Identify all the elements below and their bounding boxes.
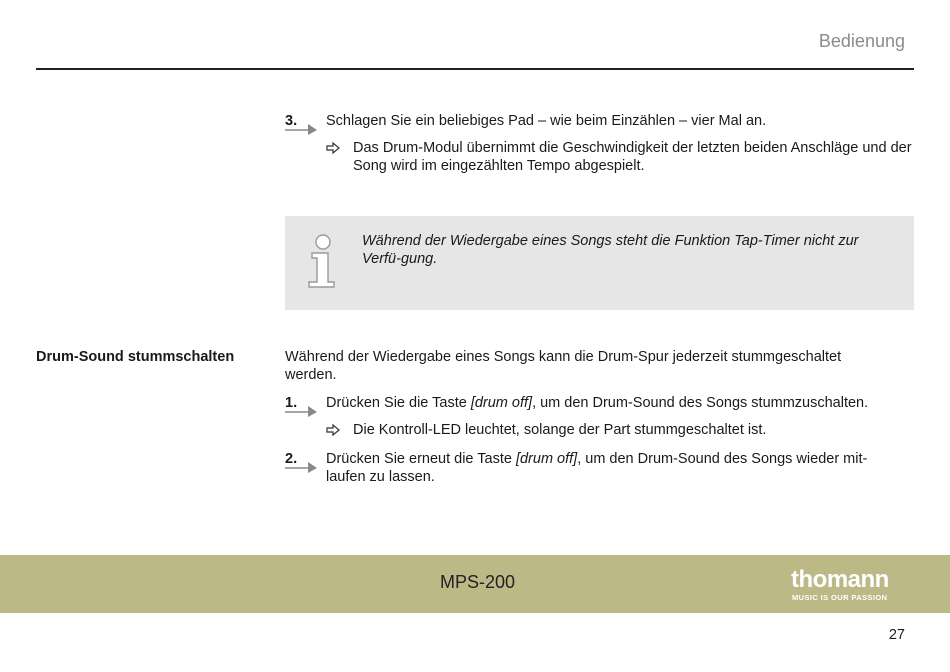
step-1-result [326,421,916,439]
step-number: 2. [285,451,298,467]
result-arrow-icon [326,142,340,154]
key-label: [drum off] [470,395,533,411]
step-text [326,394,914,412]
step-text-before: Drücken Sie erneut die Taste [326,451,516,467]
info-icon [307,234,337,288]
page-number: 27 [888,627,905,643]
step-arrow-icon [285,405,317,417]
logo-tagline: MUSIC IS OUR PASSION [792,593,888,602]
logo-word: thomann [791,566,889,593]
section-intro: Während der Wiedergabe eines Songs kann die Drum-Spur jederzeit stummgeschaltet werden. [285,349,842,383]
step-text-after: , um den Drum-Sound des Songs stummzuschalten. [532,395,869,411]
note-box [285,216,914,310]
result-arrow-icon [326,424,340,436]
step-1 [285,394,914,412]
step-2 [285,450,914,486]
step-3-result [326,139,916,175]
step-text-after: , um den Drum-Sound des Songs wieder mit-laufen zu lassen. [326,451,868,485]
thomann-logo [791,567,907,603]
step-number: 3. [285,113,298,129]
step-arrow-icon [285,461,317,473]
step-arrow-icon [285,123,317,135]
step-number: 1. [285,395,298,411]
footer-band [0,555,950,613]
result-text: Das Drum-Modul übernimmt die Geschwindigkeit der letzten beiden Anschläge und der Song wird im eingezählten Tempo abgespielt. [353,140,912,174]
result-text: Die Kontroll-LED leuchtet, solange der Part stummgeschaltet ist. [353,422,767,438]
note-text: Während der Wiedergabe eines Songs steht die Funktion Tap-Timer nicht zur Verfü-gung. [362,233,859,267]
key-label: [drum off] [515,451,578,467]
step-text: Schlagen Sie ein beliebiges Pad – wie beim Einzählen – vier Mal an. [326,113,767,129]
footer-model: MPS-200 [440,572,516,592]
page-header-title: Bedienung [818,31,905,51]
header-rule [36,68,914,70]
step-text [326,450,886,486]
step-3 [285,112,914,130]
step-text-before: Drücken Sie die Taste [326,395,471,411]
section-heading: Drum-Sound stummschalten [36,349,235,365]
